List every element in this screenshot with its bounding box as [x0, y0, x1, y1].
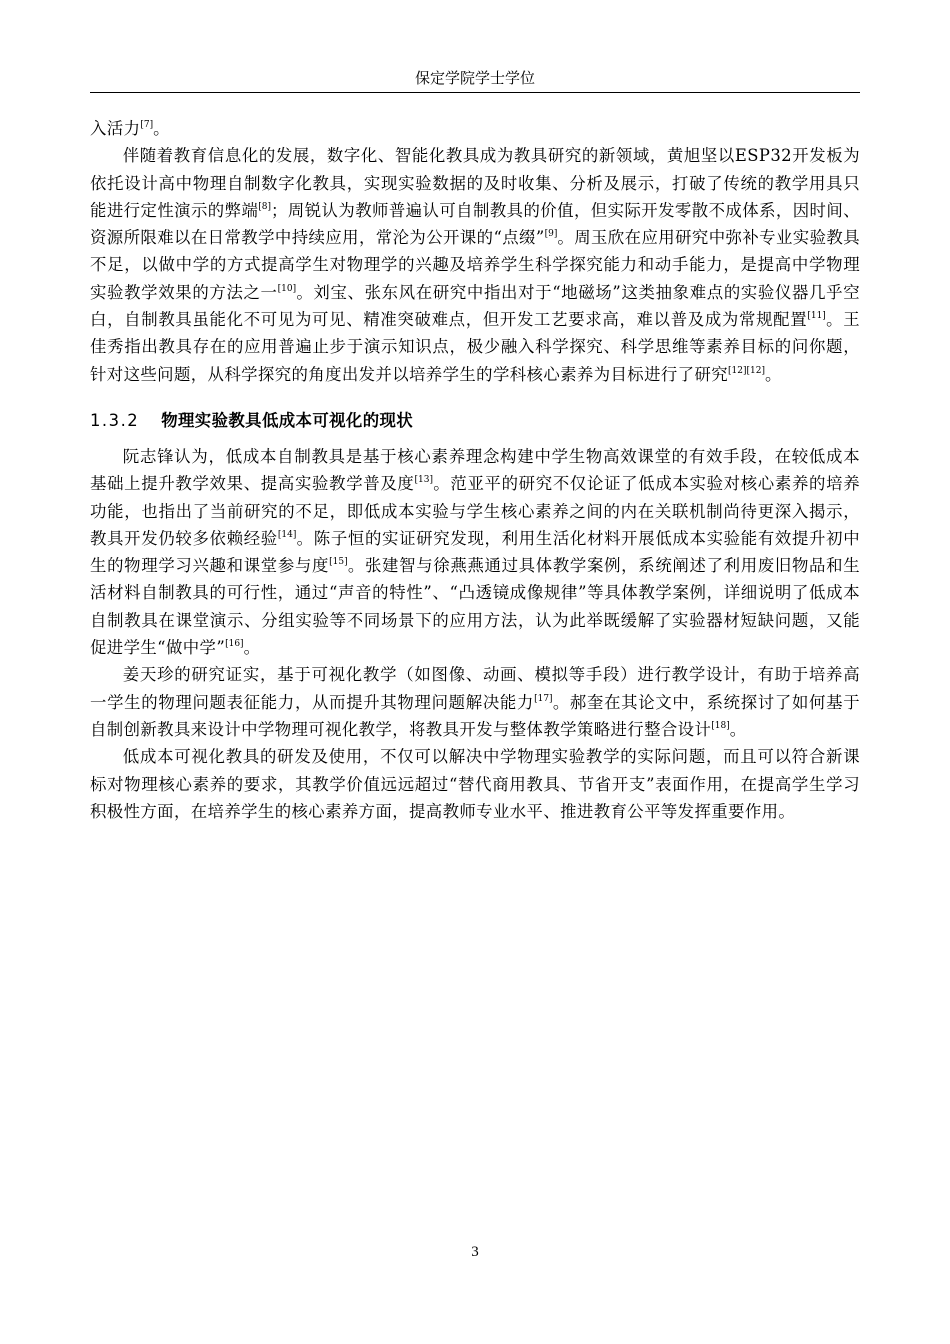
header-divider [90, 92, 860, 93]
paragraph-text: 。 [243, 638, 261, 658]
citation-ref: [10] [277, 283, 297, 294]
citation-ref: [16] [225, 639, 244, 650]
paragraph-text: ；周锐认为教师普遍认可自制教具的价值，但实际开发零散不成体系，因时间、资源所限难以在日常教学中持续应用，常沦为公开课的“点缀” [90, 200, 861, 248]
paragraph-text: 阮志锋认为，低成本自制教具是基于核心素养理念构建中学生物高效课堂的有效手段，在较低成本基础上提升教学效果、提高实验教学普及度 [90, 446, 860, 494]
citation-ref: [12][12] [728, 365, 765, 376]
citation-ref: [14] [277, 529, 297, 540]
paragraph-text: 。刘宝、张东风在研究中指出对于“地磁场”这类抽象难点的实验仪器几乎空白，自制教具虽能化不可见为可见、精准突破难点，但开发工艺要求高，难以普及成为常规配置 [90, 282, 860, 330]
citation-ref: [18] [711, 720, 730, 731]
citation-ref: [8] [258, 201, 272, 212]
paragraph-visualization-teaching [90, 661, 860, 743]
citation-ref: [17] [534, 693, 553, 704]
citation-ref: [13] [414, 475, 433, 486]
paragraph-text: 。 [765, 364, 782, 384]
paragraph-continuation [90, 115, 860, 142]
paragraph-text: 。 [153, 119, 170, 138]
paragraph-text: 伴随着教育信息化的发展，数字化、智能化教具成为教具研究的新领域，黄旭坚以ESP32开发板为依托设计高中物理自制数字化教具，实现实验数据的及时收集、分析及展示，打破了传统的教学用具只能进行定性演示的弊端 [90, 146, 860, 220]
paragraph-text: 。 [729, 719, 747, 739]
section-heading [90, 409, 860, 433]
page-number: 3 [471, 1244, 479, 1260]
paragraph-text: 姜天珍的研究证实，基于可视化教学（如图像、动画、模拟等手段）进行教学设计，有助于培养高一学生的物理问题表征能力，从而提升其物理问题解决能力 [90, 665, 860, 712]
paragraph-summary [90, 743, 860, 825]
paragraph-text: 。王佳秀指出教具存在的应用普遍止步于演示知识点，极少融入科学探究、科学思维等素养目标的问你题，针对这些问题，从科学探究的角度出发并以培养学生的学科核心素养为目标进行了研究 [90, 310, 860, 384]
paragraph-digital-teaching-aids [90, 142, 860, 388]
section-title: 物理实验教具低成本可视化的现状 [161, 410, 414, 430]
paragraph-low-cost-aids [90, 443, 860, 661]
paragraph-text: 。范亚平的研究不仅论证了低成本实验对核心素养的培养功能，也指出了当前研究的不足，即低成本实验与学生核心素养之间的内在关联机制尚待更深入揭示，教具开发仍较多依赖经验 [90, 474, 860, 548]
paragraph-text: 。陈子恒的实证研究发现，利用生活化材料开展低成本实验能有效提升初中生的物理学习兴趣和课堂参与度 [90, 528, 861, 576]
paragraph-text: 。郝奎在其论文中，系统探讨了如何基于自制创新教具来设计中学物理可视化教学，将教具开发与整体教学策略进行整合设计 [90, 692, 860, 739]
citation-ref: [11] [807, 311, 826, 322]
citation-ref: [15] [329, 557, 348, 568]
document-body [90, 115, 860, 825]
citation-ref: [7] [140, 120, 154, 130]
running-header: 保定学院学士学位 [414, 69, 535, 87]
section-number: 1.3.2 [90, 410, 140, 430]
paragraph-text: 入活力 [90, 119, 141, 138]
paragraph-text: 低成本可视化教具的研发及使用，不仅可以解决中学物理实验教学的实际问题，而且可以符合新课标对物理核心素养的要求，其教学价值远远超过“替代商用教具、节省开支”表面作用，在提高学生学习积极性方面，在培养学生的核心素养方面，提高教师专业水平、推进教育公平等发挥重要作用。 [90, 747, 860, 821]
paragraph-text: 。张建智与徐燕燕通过具体教学案例，系统阐述了利用废旧物品和生活材料自制教具的可行性，通过“声音的特性”、“凸透镜成像规律”等具体教学案例，详细说明了低成本自制教具在课堂演示、分组实验等不同场景下的应用方法，认为此举既缓解了实验器材短缺问题，又能促进学生“做中学” [90, 556, 860, 658]
citation-ref: [9] [544, 229, 558, 240]
paragraph-text: 。周玉欣在应用研究中弥补专业实验教具不足，以做中学的方式提高学生对物理学的兴趣及培养学生科学探究能力和动手能力，是提高中学物理实验教学效果的方法之一 [90, 228, 860, 302]
